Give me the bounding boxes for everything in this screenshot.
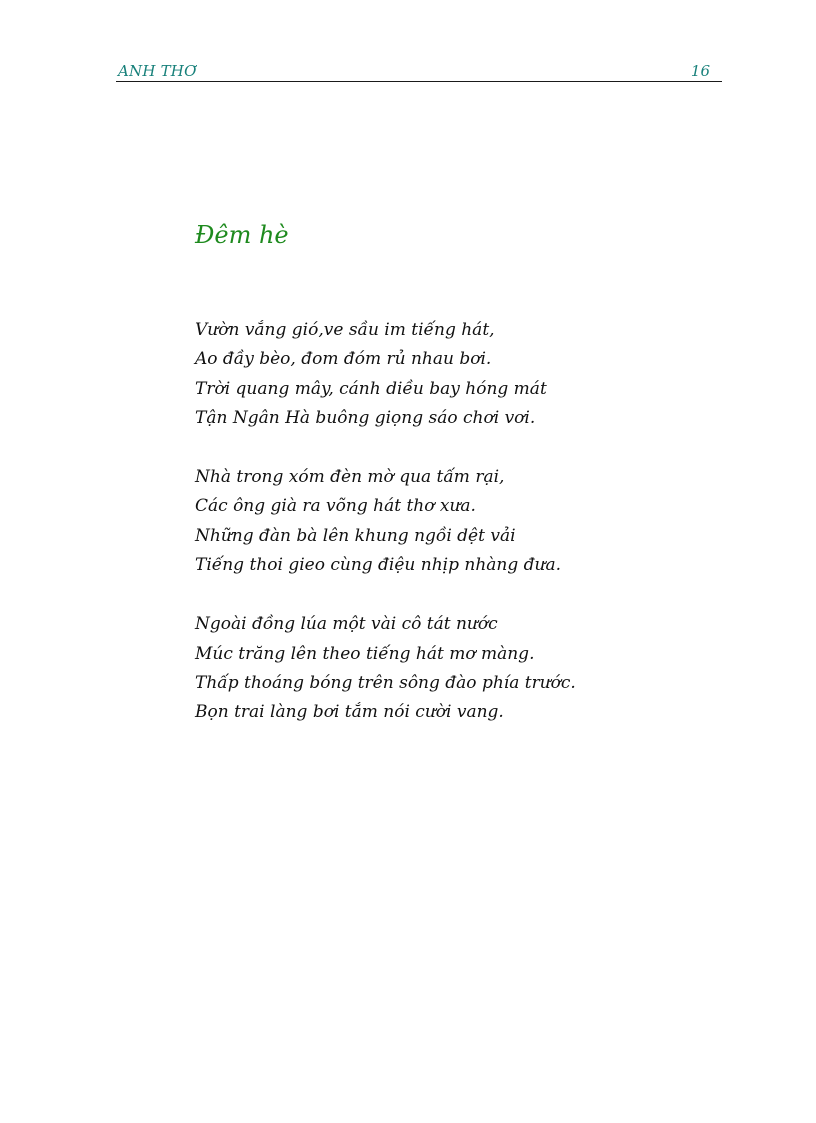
poem-line: Những đàn bà lên khung ngồi dệt vải	[195, 525, 516, 546]
poem-title: Đêm hè	[195, 221, 289, 249]
stanza-1	[195, 316, 755, 433]
stanza-3	[195, 610, 755, 727]
poem-line: Các ông già ra võng hát thơ xưa.	[195, 496, 476, 517]
stanza-2	[195, 463, 755, 580]
poem-line: Nhà trong xóm đèn mờ qua tấm rại,	[195, 467, 505, 488]
poem-line: Vườn vắng gió,ve sầu im tiếng hát,	[195, 320, 495, 340]
poem-line: Trời quang mây, cánh diều bay hóng mát	[195, 378, 547, 399]
page-number: 16	[690, 62, 710, 80]
poem-line: Múc trăng lên theo tiếng hát mơ màng.	[195, 643, 535, 664]
poem-line: Bọn trai làng bơi tắm nói cười vang.	[195, 702, 504, 723]
poem-body	[195, 316, 755, 758]
poem-line: Tận Ngân Hà buông giọng sáo chơi vơi.	[195, 407, 536, 428]
poem-line: Tiếng thoi gieo cùng điệu nhịp nhàng đưa.	[195, 555, 562, 576]
poem-line: Ngoài đồng lúa một vài cô tát nước	[195, 614, 498, 635]
poem-line: Ao đầy bèo, đom đóm rủ nhau bơi.	[195, 349, 492, 370]
page-header	[116, 60, 722, 82]
running-head-author: ANH THƠ	[118, 62, 197, 80]
poem-line: Thấp thoáng bóng trên sông đào phía trước.	[195, 672, 576, 693]
